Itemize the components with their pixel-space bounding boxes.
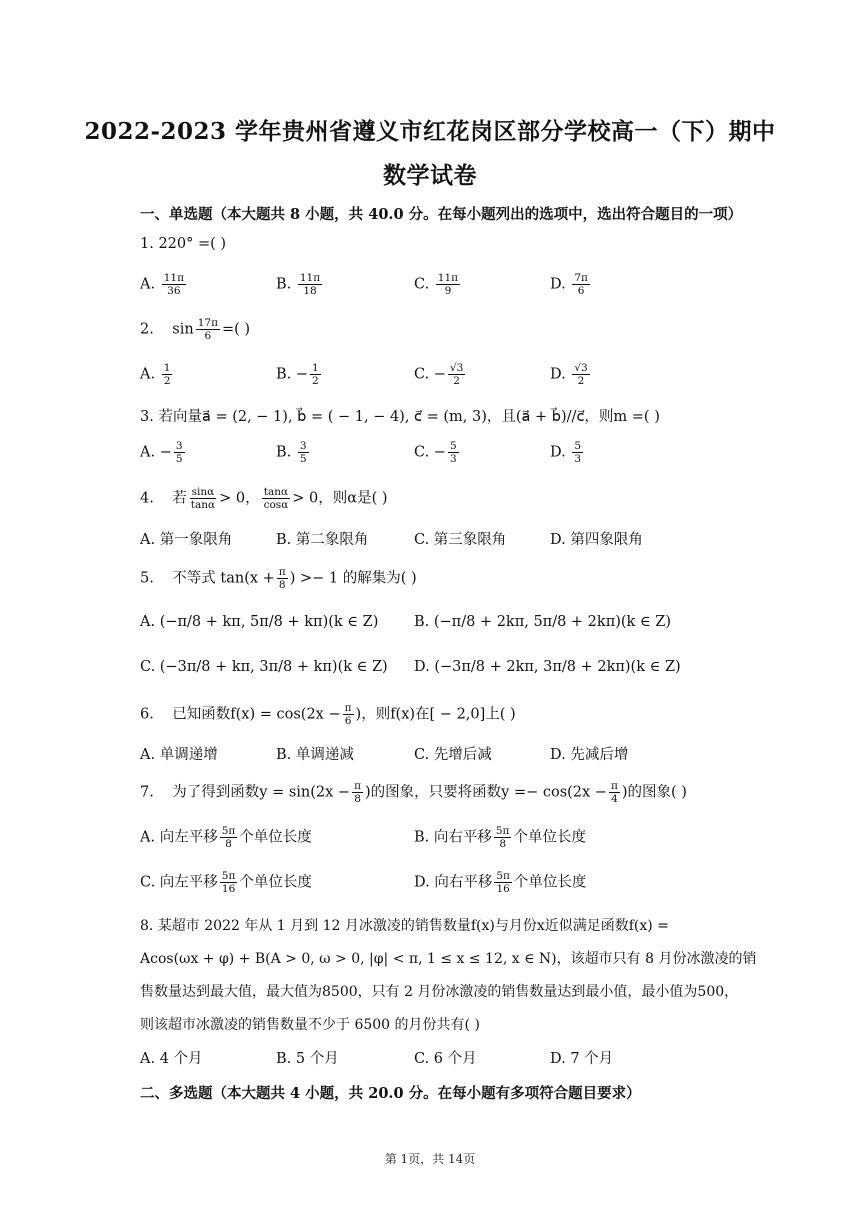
q7-option-d xyxy=(414,870,586,895)
frac-num: 3 xyxy=(299,440,307,452)
frac-den: 2 xyxy=(453,375,460,388)
section-multi-choice-heading: 二、多选题（本大题共 4 小题，共 20.0 分。在每小题有多项符合题目要求） xyxy=(140,1085,641,1102)
q4-mid: > 0， xyxy=(219,490,260,507)
q4-pre: 若 xyxy=(172,490,187,507)
paper-title-line2: 数学试卷 xyxy=(383,162,477,189)
frac-den: tanα xyxy=(190,499,216,512)
frac-den: 8 xyxy=(225,838,232,851)
q6-option-d: D. 先减后增 xyxy=(550,747,629,763)
q7-option-b xyxy=(414,825,586,850)
frac-num: tanα xyxy=(263,486,289,498)
q6-option-c: C. 先增后减 xyxy=(414,747,492,763)
q7-c-pre: C. 向左平移 xyxy=(140,874,218,891)
q2-option-c: C. − $\frac{√3}{2}$ xyxy=(414,362,464,388)
q2-option-d: D. $\frac{√3}{2}$ xyxy=(550,362,588,388)
q4-option-a: A. 第一象限角 xyxy=(140,532,233,548)
q7-a-tail: 个单位长度 xyxy=(239,829,312,846)
q3-option-b: B. $\frac{3}{5}$ xyxy=(276,440,307,466)
q4-option-d: D. 第四象限角 xyxy=(550,532,643,548)
q4-option-c: C. 第三象限角 xyxy=(414,532,507,548)
frac-num: 1 xyxy=(312,362,319,374)
frac-num: 11π xyxy=(163,272,184,284)
q7-option-a xyxy=(140,825,312,850)
q7-tail: )的图象( ) xyxy=(621,784,687,801)
frac-den: 2 xyxy=(312,375,319,388)
question-2-stem xyxy=(140,317,250,342)
question-8-line4: 则该超市冰激凌的销售数量不少于 6500 的月份共有( ) xyxy=(140,1017,480,1033)
q6-number: 6. xyxy=(140,706,154,723)
frac-den: 8 xyxy=(278,579,286,592)
frac-den: 9 xyxy=(444,285,452,298)
q1-option-b: B. $\frac{11\pi}{18}$ xyxy=(276,272,321,298)
frac-den: 5 xyxy=(175,453,183,466)
section-single-choice-heading: 一、单选题（本大题共 8 小题，共 40.0 分。在每小题列出的选项中，选出符合题目的一项） xyxy=(140,206,743,223)
q6-option-b: B. 单调递减 xyxy=(276,747,354,763)
frac-num: sinα xyxy=(191,486,215,498)
q7-b-tail: 个单位长度 xyxy=(513,829,586,846)
frac-num: 3 xyxy=(175,440,183,452)
question-8-line1: 8. 某超市 2022 年从 1 月到 12 月冰激凌的销售数量f(x)与月份x近似满足函数f(x) = xyxy=(140,918,669,934)
q3-option-a: A. − $\frac{3}{5}$ xyxy=(140,440,183,466)
q8-option-d: D. 7 个月 xyxy=(550,1051,614,1067)
question-8-line2: Acos(ωx + φ) + B(A > 0, ω > 0, |φ| < π, 1 ≤ x ≤ 12, x ∈ N)，该超市只有 8 月份冰激凌的销 xyxy=(140,951,757,967)
q5-option-d: D. (−3π/8 + 2kπ, 3π/8 + 2kπ)(k ∈ Z) xyxy=(414,659,681,675)
frac-num: 5π xyxy=(496,870,510,882)
q7-a-pre: A. 向左平移 xyxy=(140,829,218,846)
page-footer: 第 1页，共 14页 xyxy=(384,1152,476,1166)
q4-option-b: B. 第二象限角 xyxy=(276,532,369,548)
q3-option-d: D. $\frac{5}{3}$ xyxy=(550,440,582,466)
question-4-stem xyxy=(140,486,388,511)
q8-option-b: B. 5 个月 xyxy=(276,1051,339,1067)
q5-option-a: A. (−π/8 + kπ, 5π/8 + kπ)(k ∈ Z) xyxy=(140,614,379,630)
question-8-line3: 售数量达到最大值，最大值为8500，只有 2 月份冰激凌的销售数量达到最小值，最小值为500， xyxy=(140,984,739,1000)
frac-den: cosα xyxy=(263,499,289,512)
frac-den: 16 xyxy=(496,883,510,896)
frac-den: 6 xyxy=(344,715,352,728)
frac-num: 1 xyxy=(163,362,171,374)
frac-num: 17π xyxy=(197,317,218,329)
frac-num: 11π xyxy=(299,272,321,284)
q7-number: 7. xyxy=(140,784,154,801)
q7-option-c xyxy=(140,870,312,895)
q7-d-tail: 个单位长度 xyxy=(513,874,587,891)
q7-c-tail: 个单位长度 xyxy=(239,874,312,891)
q1-option-c: C. $\frac{11\pi}{9}$ xyxy=(414,272,459,298)
frac-num: 11π xyxy=(437,272,459,284)
q1-option-d: D. $\frac{7\pi}{6}$ xyxy=(550,272,588,298)
question-3-stem: 3. 若向量a⃗ = (2, − 1), b⃗ = ( − 1, − 4), c⃗ = (m, 3)，且(a⃗ + b⃗)//c⃗，则m =( ) xyxy=(140,409,660,425)
frac-num: √3 xyxy=(574,362,588,374)
frac-num: π xyxy=(344,702,352,714)
paper-title-line1: 2022-2023 学年贵州省遵义市红花岗区部分学校高一（下）期中 xyxy=(84,118,776,145)
frac-num: 7π xyxy=(574,272,588,284)
frac-num: 5π xyxy=(495,825,510,837)
q6-tail: )，则f(x)在[ − 2,0]上( ) xyxy=(355,706,516,723)
q5-number: 5. xyxy=(140,570,154,587)
q6-pre: 已知函数f(x) = cos(2x − xyxy=(172,706,341,723)
frac-den: 6 xyxy=(577,285,585,298)
q6-option-a: A. 单调递增 xyxy=(140,747,218,763)
q5-pre: 不等式 tan(x + xyxy=(172,570,275,587)
q7-b-pre: B. 向右平移 xyxy=(414,829,492,846)
frac-num: 5 xyxy=(574,440,582,452)
q7-pre: 为了得到函数y = sin(2x − xyxy=(172,784,351,801)
frac-den: 6 xyxy=(204,330,212,343)
q4-tail: > 0，则α是( ) xyxy=(292,490,388,507)
frac-num: √3 xyxy=(449,362,464,374)
frac-num: π xyxy=(278,566,286,578)
q2-option-a: A. $\frac{1}{2}$ xyxy=(140,362,171,388)
q3-option-c: C. − $\frac{5}{3}$ xyxy=(414,440,457,466)
frac-num: π xyxy=(610,780,618,792)
frac-den: 2 xyxy=(163,375,171,388)
frac-num: π xyxy=(354,780,361,792)
frac-den: 8 xyxy=(354,793,361,806)
frac-num: 5π xyxy=(221,870,236,882)
frac-num: 5π xyxy=(221,825,236,837)
q5-tail: ) >− 1 的解集为( ) xyxy=(289,570,417,587)
q4-number: 4. xyxy=(140,490,154,507)
q7-d-pre: D. 向右平移 xyxy=(414,874,493,891)
q8-option-a: A. 4 个月 xyxy=(140,1051,203,1067)
frac-num: 5 xyxy=(449,440,457,452)
frac-den: 16 xyxy=(221,883,236,896)
frac-den: 36 xyxy=(167,285,181,298)
q8-option-c: C. 6 个月 xyxy=(414,1051,477,1067)
q2-tail: =( ) xyxy=(221,321,251,338)
question-6-stem xyxy=(140,702,516,727)
q2-number: 2. xyxy=(140,321,154,338)
q7-mid: )的图象，只要将函数y =− cos(2x − xyxy=(364,784,607,801)
question-5-stem xyxy=(140,566,417,591)
q5-option-b: B. (−π/8 + 2kπ, 5π/8 + 2kπ)(k ∈ Z) xyxy=(414,614,672,630)
q2-sin: sin xyxy=(172,321,194,338)
question-1-stem: 1. 220° =( ) xyxy=(140,236,227,252)
frac-den: 2 xyxy=(577,375,585,388)
question-7-stem xyxy=(140,780,687,805)
q1-option-a: A. $\frac{11\pi}{36}$ xyxy=(140,272,184,298)
frac-den: 8 xyxy=(499,838,507,851)
frac-den: 18 xyxy=(303,285,317,298)
frac-den: 4 xyxy=(611,793,618,806)
q2-option-b: B. − $\frac{1}{2}$ xyxy=(276,362,319,388)
frac-den: 3 xyxy=(574,453,582,466)
frac-den: 3 xyxy=(449,453,457,466)
q5-option-c: C. (−3π/8 + kπ, 3π/8 + kπ)(k ∈ Z) xyxy=(140,659,388,675)
frac-den: 5 xyxy=(299,453,307,466)
